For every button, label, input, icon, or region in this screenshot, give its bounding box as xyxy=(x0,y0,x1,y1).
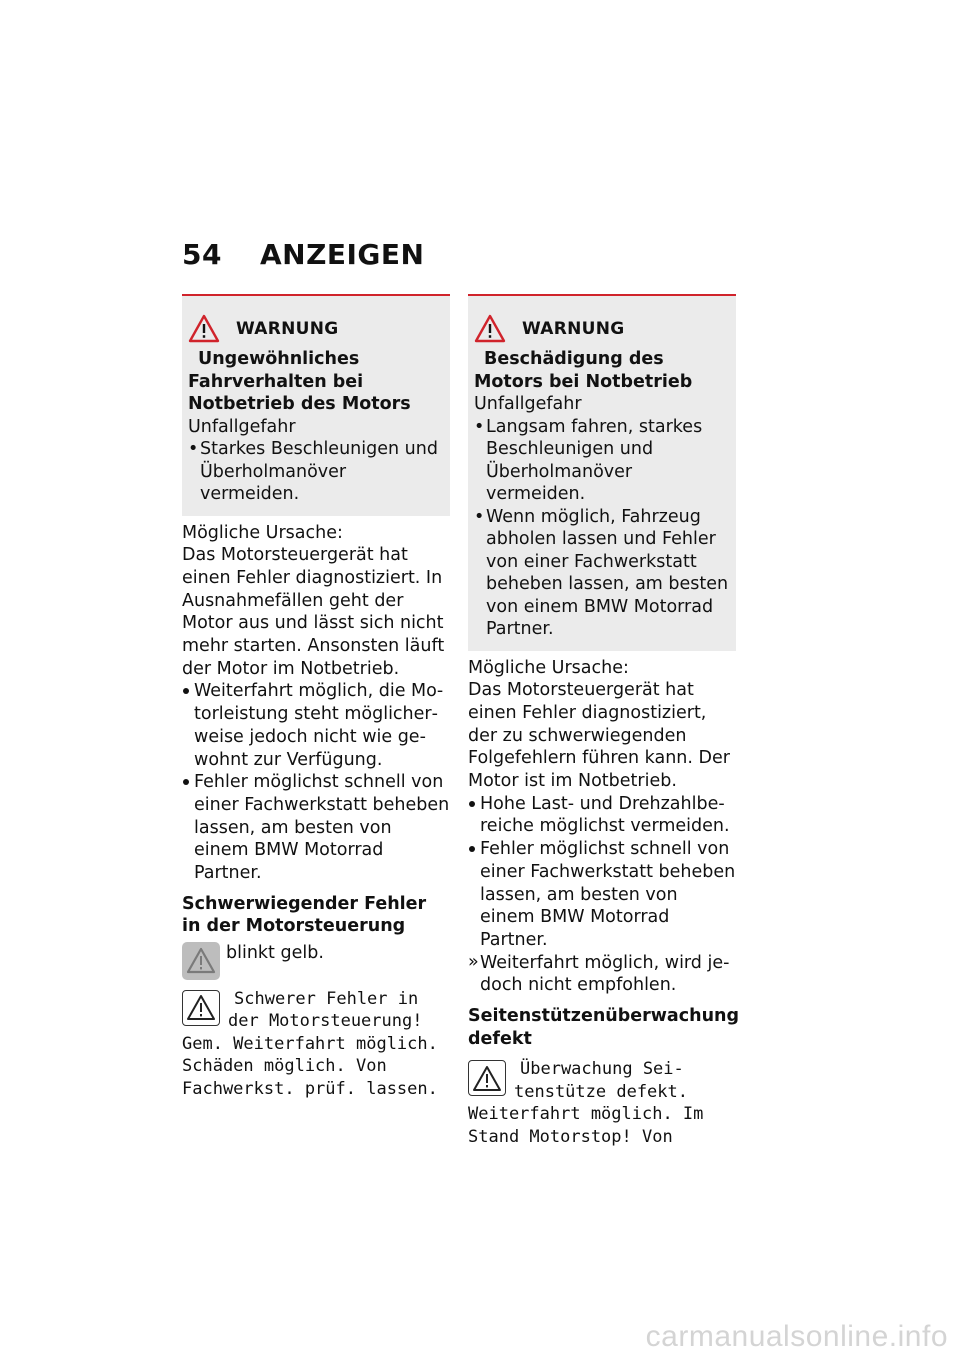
list-item: • Wenn möglich, Fahrzeug abholen lassen und Fehler von einer Fachwerkstatt beheben lassen, am besten von einem BMW Motorrad Partner. xyxy=(474,506,730,641)
list-item: Weiterfahrt möglich, die Motorleistung steht möglicherweise jedoch nicht wie gewohnt zur Verfügung. xyxy=(182,680,450,771)
warning-label: WARNUNG xyxy=(236,318,339,339)
right-column xyxy=(468,294,740,1148)
warning-risk: Unfallgefahr xyxy=(474,394,582,414)
cause-text: Das Motorsteuergerät hat einen Fehler diagnostiziert. In Ausnahmefällen geht der Motor aus und lässt sich nicht mehr starten. Ansonsten läuft der Motor im Notbetrieb. xyxy=(182,545,445,679)
list-item: Fehler möglichst schnell von einer Fachwerkstatt beheben lassen, am besten von einem BMW Motorrad Partner. xyxy=(468,838,736,952)
cause-section xyxy=(468,657,736,998)
warning-bullets xyxy=(474,416,730,641)
action-list xyxy=(468,793,736,952)
display-message xyxy=(182,988,450,1101)
list-item: • Langsam fahren, starkes Beschleunigen und Überholmanöver vermeiden. xyxy=(474,416,730,506)
display-text-first: Überwachung Seitenstütze defekt. xyxy=(514,1059,688,1102)
cause-section xyxy=(182,522,450,885)
cause-label: Mögliche Ursache: xyxy=(468,657,629,678)
left-column xyxy=(182,294,450,1100)
display-warning-icon xyxy=(468,1060,506,1096)
display-text-first: Schwerer Fehler in der Motorsteuerung! xyxy=(228,988,423,1032)
section-title: ANZEIGEN xyxy=(259,238,425,271)
warning-risk: Unfallgefahr xyxy=(188,416,296,437)
action-list xyxy=(182,680,450,884)
warning-header xyxy=(188,312,444,346)
display-warning-icon xyxy=(182,990,220,1026)
subsection-heading: Seitenstützenüberwachung defekt xyxy=(468,1006,740,1049)
display-message xyxy=(468,1058,736,1148)
warning-header xyxy=(474,312,730,346)
warning-triangle-icon xyxy=(474,314,506,344)
display-text-rest: Gem. Weiterfahrt möglich. Schäden möglich. Von Fachwerkst. prüf. lassen. xyxy=(182,1033,438,1099)
result-item: » Weiterfahrt möglich, wird jedoch nicht empfohlen. xyxy=(468,952,736,997)
warning-bullets xyxy=(188,438,444,506)
subsection-heading: Schwerwiegender Fehler in der Motorsteuerung xyxy=(182,893,427,937)
warning-box-left xyxy=(182,294,450,516)
indicator-row xyxy=(182,942,450,980)
page-number: 54 xyxy=(182,238,222,271)
list-item: Fehler möglichst schnell von einer Fachwerkstatt beheben lassen, am besten von einem BMW Motorrad Partner. xyxy=(182,771,450,885)
cause-text: Das Motorsteuergerät hat einen Fehler diagnostiziert, der zu schwerwiegenden Folgefehlern führen kann. Der Motor ist im Notbetrieb. xyxy=(468,680,730,792)
display-text-rest: Weiterfahrt möglich. Im Stand Motorstop! Von xyxy=(468,1104,704,1147)
warning-title: Ungewöhnliches Fahrverhalten bei Notbetrieb des Motors xyxy=(188,349,411,414)
footer-watermark: carmanualsonline.info xyxy=(645,1320,948,1353)
cause-label: Mögliche Ursache: xyxy=(182,522,343,543)
indicator-text: blinkt gelb. xyxy=(226,942,324,963)
list-item: • Starkes Beschleunigen und Überholmanöver vermeiden. xyxy=(188,438,444,506)
yellow-warning-indicator-icon xyxy=(182,942,220,980)
page-header xyxy=(182,238,424,278)
list-item: Hohe Last- und Drehzahlbereiche möglichst vermeiden. xyxy=(468,793,736,838)
warning-triangle-icon xyxy=(188,314,220,344)
result-list xyxy=(468,952,736,997)
warning-label: WARNUNG xyxy=(522,318,625,339)
warning-box-right xyxy=(468,294,736,651)
warning-title: Beschädigung des Motors bei Notbetrieb xyxy=(474,349,693,392)
